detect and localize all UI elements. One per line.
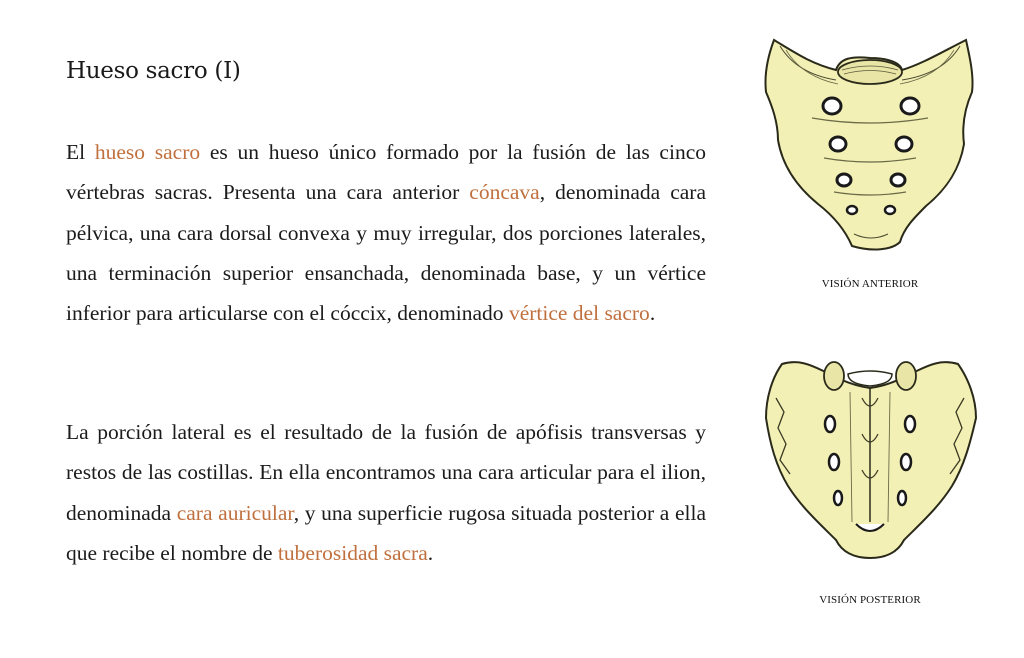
- paragraph-text: , y una superficie rugosa situada posterior a ella que recibe el nombre de: [66, 500, 706, 565]
- paragraph-text: El: [66, 140, 95, 164]
- sacrum-posterior-illustration: [752, 352, 988, 578]
- paragraph-intro: [66, 132, 706, 333]
- paragraph-text: La porción lateral es el resultado de la fusión de apófisis transversas y restos de las costillas. En ella encontramos una cara articular para el ilion, denominada: [66, 420, 706, 525]
- paragraph-text: .: [427, 540, 434, 565]
- term-tuberosidad-sacra: tuberosidad sacra: [277, 540, 428, 565]
- term-vertice-del-sacro: vértice del sacro: [508, 301, 650, 326]
- paragraph-text: .: [649, 301, 656, 326]
- caption-anterior: VISIÓN ANTERIOR: [821, 278, 919, 290]
- page-title: Hueso sacro (I): [66, 58, 241, 84]
- sacrum-anterior-illustration: [752, 36, 988, 262]
- paragraph-lateral: [66, 412, 706, 573]
- term-concava: cóncava: [469, 180, 540, 205]
- paragraph-text: , denominada cara pélvica, una cara dorsal convexa y muy irregular, dos porciones laterales, una terminación superior ensanchada, denominada base, y un vértice inferior para articularse con el cóccix, denominado: [66, 180, 706, 326]
- term-cara-auricular: cara auricular: [176, 500, 294, 525]
- caption-posterior: VISIÓN POSTERIOR: [819, 594, 921, 606]
- term-hueso-sacro: hueso sacro: [94, 140, 201, 164]
- paragraph-text: es un hueso único formado por la fusión de las cinco vértebras sacras. Presenta una cara anterior: [66, 140, 706, 205]
